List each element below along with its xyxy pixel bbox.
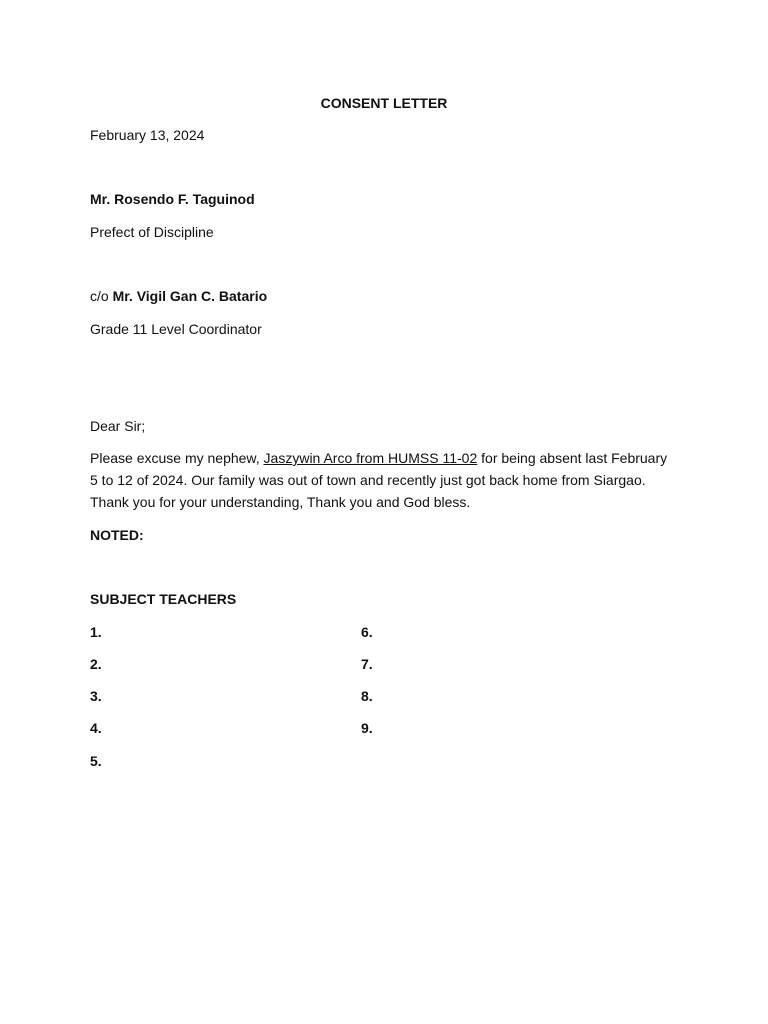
teacher-slot-5: 5. bbox=[90, 753, 102, 769]
subject-teachers-heading: SUBJECT TEACHERS bbox=[90, 591, 237, 607]
care-of-line bbox=[90, 285, 680, 307]
teacher-slot-6: 6. bbox=[361, 624, 373, 640]
teacher-slot-2: 2. bbox=[90, 656, 102, 672]
teacher-slot-9: 9. bbox=[361, 720, 373, 736]
teacher-slot-4: 4. bbox=[90, 720, 102, 736]
body-intro: Please excuse my nephew, bbox=[90, 450, 264, 466]
salutation: Dear Sir; bbox=[90, 418, 146, 434]
teacher-slot-7: 7. bbox=[361, 656, 373, 672]
teacher-slot-3: 3. bbox=[90, 688, 102, 704]
care-of-position: Grade 11 Level Coordinator bbox=[90, 321, 262, 337]
noted-label: NOTED: bbox=[90, 527, 144, 543]
body-rest: for being absent last February 5 to 12 of 2024. Our family was out of town and recently just got back home from Siargao. Thank you for your understanding, Thank you and God bless. bbox=[90, 450, 668, 510]
letter-title: CONSENT LETTER bbox=[320, 95, 448, 111]
care-of-prefix: c/o bbox=[90, 288, 109, 304]
recipient-name: Mr. Rosendo F. Taguinod bbox=[90, 191, 255, 207]
letter-date: February 13, 2024 bbox=[90, 127, 205, 143]
student-name: Jaszywin Arco from HUMSS 11-02 bbox=[263, 450, 478, 466]
teacher-slot-8: 8. bbox=[361, 688, 373, 704]
care-of-name: Mr. Vigil Gan C. Batario bbox=[112, 288, 268, 304]
teacher-slot-1: 1. bbox=[90, 624, 102, 640]
letter-body bbox=[90, 447, 675, 513]
recipient-position: Prefect of Discipline bbox=[90, 224, 214, 240]
